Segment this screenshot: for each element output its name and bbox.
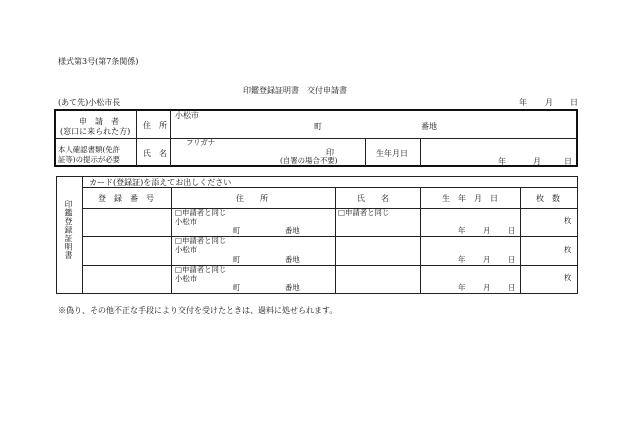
row1-town: 町 <box>233 226 241 235</box>
id-document-note-2: 証等)の提示が必要 <box>58 155 121 164</box>
row1-dob-day: 日 <box>508 226 516 235</box>
row1-reg-no-field[interactable] <box>83 209 171 236</box>
row1-name-same-checkbox[interactable]: □申請者と同じ <box>338 208 390 217</box>
row1-banchi: 番地 <box>285 226 300 235</box>
header-reg-no: 登 録 番 号 <box>98 194 154 203</box>
applicant-name-field[interactable] <box>171 139 365 166</box>
row2-dob-day: 日 <box>508 255 516 264</box>
row2-town: 町 <box>233 255 241 264</box>
row3-town: 町 <box>233 283 241 292</box>
dob-label: 生年月日 <box>376 149 408 158</box>
id-document-note-1: 本人確認書類(免許 <box>58 145 121 154</box>
row2-dob-year: 年 <box>458 255 466 264</box>
row3-same-checkbox[interactable]: □申請者と同じ <box>175 265 227 274</box>
applicant-banchi: 番地 <box>421 122 437 131</box>
applicant-town: 町 <box>314 122 322 131</box>
penalty-notice: ※偽り、その他不正な手段により交付を受けたときは、過料に処せられます。 <box>58 306 338 315</box>
header-name: 氏 名 <box>357 194 389 203</box>
row3-reg-no-field[interactable] <box>83 266 171 293</box>
row3-dob-day: 日 <box>508 283 516 292</box>
applicant-city: 小松市 <box>175 111 199 120</box>
row3-dob-year: 年 <box>458 283 466 292</box>
card-note: カード(登録証)を添えてお出しください <box>89 178 232 187</box>
row2-city: 小松市 <box>175 245 198 254</box>
name-label: 氏 名 <box>143 149 167 158</box>
row1-copies-unit: 枚 <box>564 216 572 225</box>
row2-banchi: 番地 <box>285 255 300 264</box>
row2-copies-unit: 枚 <box>564 245 572 254</box>
applicant-address-field[interactable] <box>171 110 577 138</box>
header-address: 住 所 <box>236 194 268 203</box>
row1-dob-month: 月 <box>483 226 491 235</box>
applicant-sublabel: (窓口に来られた方) <box>60 127 131 136</box>
row1-dob-year: 年 <box>458 226 466 235</box>
address-label: 住 所 <box>143 121 167 130</box>
applicant-dob-field[interactable] <box>421 139 577 166</box>
row3-city: 小松市 <box>175 274 198 283</box>
furigana-label: フリガナ <box>186 138 216 147</box>
applicant-label: 申 請 者 <box>79 117 119 126</box>
row3-copies-unit: 枚 <box>564 273 572 282</box>
form-title: 印鑑登録証明書 交付申請書 <box>243 86 347 95</box>
date-day-label: 日 <box>570 98 578 107</box>
applicant-dob-month: 月 <box>533 157 541 166</box>
row2-dob-month: 月 <box>483 255 491 264</box>
seal-note: (自署の場合不要) <box>280 156 338 165</box>
addressee: (あて先)小松市長 <box>58 98 121 107</box>
applicant-dob-year: 年 <box>498 157 506 166</box>
row2-reg-no-field[interactable] <box>83 237 171 265</box>
date-month-label: 月 <box>545 98 553 107</box>
applicant-dob-day: 日 <box>564 157 572 166</box>
seal-mark: 印 <box>326 148 334 157</box>
row1-same-checkbox[interactable]: □申請者と同じ <box>175 208 227 217</box>
certificate-side-label: 印鑑登録証明書 <box>64 200 73 260</box>
date-year-label: 年 <box>519 98 527 107</box>
row1-city: 小松市 <box>175 217 198 226</box>
row2-same-checkbox[interactable]: □申請者と同じ <box>175 236 227 245</box>
row3-dob-month: 月 <box>483 283 491 292</box>
header-copies: 枚 数 <box>536 194 560 203</box>
header-dob: 生 年 月 日 <box>442 194 498 203</box>
row3-banchi: 番地 <box>285 283 300 292</box>
form-number: 様式第3号(第7条関係) <box>58 57 139 66</box>
